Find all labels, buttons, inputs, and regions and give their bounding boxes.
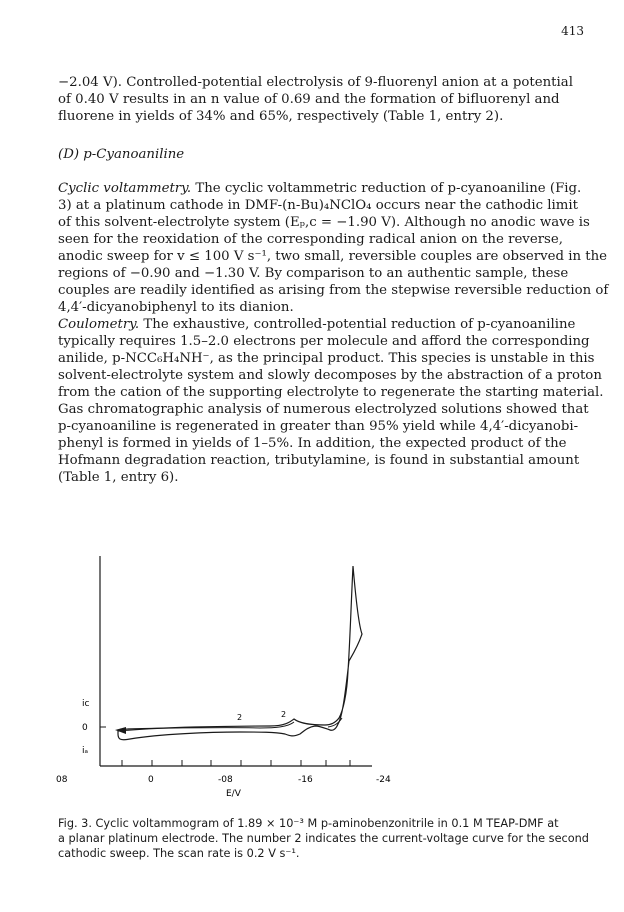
text-line: seen for the reoxidation of the corresponding radical anion on the reverse,	[58, 232, 563, 247]
text-line: of 0.40 V results in an n value of 0.69 and the formation of bifluorenyl and	[58, 92, 560, 107]
text-line: Hofmann degradation reaction, tributylamine, is found in substantial amount	[58, 453, 580, 468]
caption-line: a planar platinum electrode. The number 2 indicates the current-voltage curve for the second	[58, 832, 589, 845]
sweep-annotation: 2	[237, 713, 243, 722]
y-label-anodic: iₐ	[82, 746, 89, 756]
text-line: fluorene in yields of 34% and 65%, respectively (Table 1, entry 2).	[58, 109, 504, 124]
paragraph-lead: Coulometry.	[58, 317, 140, 332]
text-line: Gas chromatographic analysis of numerous electrolyzed solutions showed that	[58, 402, 589, 417]
text-line	[58, 316, 576, 333]
text-line: from the cation of the supporting electrolyte to regenerate the starting material.	[58, 385, 604, 400]
text-line: p-cyanoaniline is regenerated in greater than 95% yield while 4,4′-dicyanobi-	[58, 419, 579, 434]
text-line: of this solvent-electrolyte system (Eₚ,c = −1.90 V). Although no anodic wave is	[58, 215, 590, 230]
text-run: The exhaustive, controlled-potential reduction of p-cyanoaniline	[139, 317, 576, 332]
paragraph-coulometry	[58, 316, 604, 486]
text-line: solvent-electrolyte system and slowly decomposes by the abstraction of a proton	[58, 368, 602, 383]
text-line: 4,4′-dicyanobiphenyl to its dianion.	[58, 300, 294, 315]
text-line: (Table 1, entry 6).	[58, 470, 179, 485]
figure-caption	[58, 816, 589, 861]
paragraph-continued	[58, 74, 573, 125]
page-number: 413	[561, 24, 584, 38]
paragraph-lead: Cyclic voltammetry.	[58, 181, 192, 196]
text-line: phenyl is formed in yields of 1–5%. In addition, the expected product of the	[58, 436, 567, 451]
text-line: regions of −0.90 and −1.30 V. By comparison to an authentic sample, these	[58, 266, 569, 281]
text-line: anodic sweep for v ≤ 100 V s⁻¹, two small, reversible couples are observed in the	[58, 249, 608, 264]
y-label-zero: 0	[82, 723, 88, 733]
text-line: couples are readily identified as arising from the stepwise reversible reduction of	[58, 283, 609, 298]
text-line: 3) at a platinum cathode in DMF-(n-Bu)₄NClO₄ occurs near the cathodic limit	[58, 198, 578, 213]
sweep-annotation: 2	[281, 710, 287, 719]
paragraph-cyclic-voltammetry	[58, 180, 609, 316]
caption-line: Fig. 3. Cyclic voltammogram of 1.89 × 10⁻³ M p-aminobenzonitrile in 0.1 M TEAP-DMF at	[58, 817, 559, 830]
text-line: anilide, p-NCC₆H₄NH⁻, as the principal product. This species is unstable in this	[58, 351, 595, 366]
x-tick-label: 0	[148, 775, 154, 785]
x-axis-label: E/V	[226, 789, 241, 799]
text-line: −2.04 V). Controlled-potential electrolysis of 9-fluorenyl anion at a potential	[58, 75, 573, 90]
x-tick-label: -16	[298, 775, 313, 785]
text-line	[58, 180, 582, 197]
x-tick-label: -24	[376, 775, 391, 785]
start-arrow	[115, 727, 126, 734]
x-tick-label: -08	[218, 775, 233, 785]
caption-line: cathodic sweep. The scan rate is 0.2 V s⁻¹.	[58, 847, 300, 860]
x-tick-label: 08	[56, 775, 68, 785]
section-heading: (D) p-Cyanoaniline	[58, 147, 185, 162]
text-line: typically requires 1.5–2.0 electrons per molecule and afford the corresponding	[58, 334, 590, 349]
voltammogram-figure	[56, 546, 580, 806]
text-run: The cyclic voltammetric reduction of p-cyanoaniline (Fig.	[191, 181, 582, 196]
y-label-cathodic: iᴄ	[82, 699, 90, 709]
